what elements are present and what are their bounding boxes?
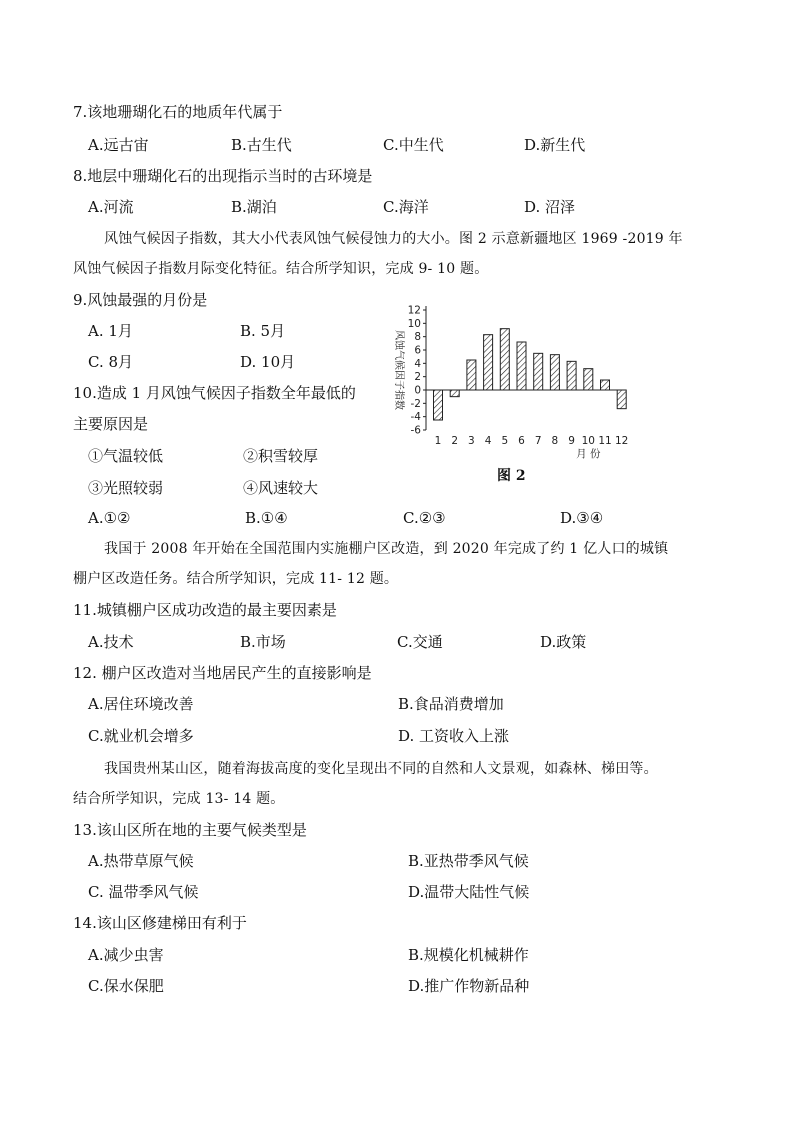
q10-item-4: ④风速较大: [243, 479, 319, 497]
passage-1-line-2: 风蚀气候因子指数月际变化特征。结合所学知识，完成 9- 10 题。: [73, 261, 489, 277]
y-axis-label: 风蚀气候因子指数: [393, 330, 404, 410]
q11-option-d: D.政策: [540, 633, 587, 651]
q10-item-2: ②积雪较厚: [243, 447, 319, 465]
y-tick-label: 12: [407, 304, 421, 317]
x-tick-label: 3: [468, 435, 475, 447]
x-tick-label: 8: [551, 435, 559, 447]
q13-option-a: A.热带草原气候: [88, 852, 194, 870]
passage-2-line-2: 棚户区改造任务。结合所学知识，完成 11- 12 题。: [73, 571, 399, 587]
x-tick-label: 6: [518, 435, 525, 447]
question-13-stem: 13.该山区所在地的主要气候类型是: [73, 821, 307, 839]
bar-month-7: [534, 353, 543, 390]
x-tick-label: 11: [598, 435, 612, 447]
q12-option-b: B.食品消费增加: [398, 695, 504, 713]
x-tick-label: 12: [615, 435, 629, 447]
q8-option-b: B.湖泊: [231, 198, 277, 216]
passage-3-line-1: 我国贵州某山区，随着海拔高度的变化呈现出不同的自然和人文景观，如森林、梯田等。: [104, 761, 658, 777]
y-tick-label: 4: [414, 357, 421, 370]
question-8-stem: 8.地层中珊瑚化石的出现指示当时的古环境是: [73, 167, 373, 185]
passage-3-line-2: 结合所学知识，完成 13- 14 题。: [73, 791, 285, 807]
y-tick-label: 2: [414, 371, 421, 384]
q11-option-a: A.技术: [88, 633, 134, 651]
q10-option-c: C.②③: [403, 509, 446, 527]
q13-option-b: B.亚热带季风气候: [408, 852, 529, 870]
question-10-stem-line-2: 主要原因是: [73, 415, 149, 433]
bar-month-1: [434, 390, 443, 420]
passage-2-line-1: 我国于 2008 年开始在全国范围内实施棚户区改造，到 2020 年完成了约 1 亿人口的城镇: [104, 541, 669, 557]
bar-month-6: [517, 342, 526, 390]
q13-option-c: C. 温带季风气候: [88, 883, 199, 901]
x-tick-label: 7: [534, 435, 542, 447]
q10-option-d: D.③④: [560, 509, 604, 527]
q12-option-c: C.就业机会增多: [88, 727, 194, 745]
x-tick-label: 5: [501, 435, 509, 447]
question-10-stem-line-1: 10.造成 1 月风蚀气候因子指数全年最低的: [73, 384, 356, 402]
figure-2: [380, 292, 632, 484]
q10-item-3: ③光照较弱: [88, 479, 164, 497]
question-9-stem: 9.风蚀最强的月份是: [73, 291, 208, 309]
x-tick-label: 10: [581, 435, 595, 447]
bar-month-8: [550, 355, 559, 390]
x-tick-label: 9: [568, 435, 575, 447]
q13-option-d: D.温带大陆性气候: [408, 883, 530, 901]
q11-option-c: C.交通: [397, 633, 443, 651]
y-tick-label: 10: [407, 317, 421, 330]
bar-month-3: [467, 360, 476, 390]
q9-option-b: B. 5月: [240, 322, 286, 340]
y-tick-label: -2: [410, 397, 421, 410]
question-7-stem: 7.该地珊瑚化石的地质年代属于: [73, 103, 283, 121]
q14-option-b: B.规模化机械耕作: [408, 946, 529, 964]
bar-month-5: [500, 329, 509, 390]
q9-option-a: A. 1月: [88, 322, 133, 340]
q8-option-c: C.海洋: [383, 198, 429, 216]
question-11-stem: 11.城镇棚户区成功改造的最主要因素是: [73, 601, 337, 619]
q14-option-c: C.保水保肥: [88, 977, 164, 995]
q12-option-d: D. 工资收入上涨: [398, 727, 510, 745]
q8-option-d: D. 沼泽: [524, 198, 576, 216]
q9-option-c: C. 8月: [88, 353, 134, 371]
question-12-stem: 12. 棚户区改造对当地居民产生的直接影响是: [73, 664, 372, 682]
bar-month-9: [567, 361, 576, 390]
bar-month-4: [484, 335, 493, 390]
x-axis-label: 月 份: [576, 448, 601, 460]
q7-option-b: B.古生代: [231, 136, 292, 154]
x-tick-label: 4: [484, 435, 492, 447]
q10-item-1: ①气温较低: [88, 447, 164, 465]
bar-month-12: [617, 390, 626, 409]
q7-option-d: D.新生代: [524, 136, 586, 154]
x-tick-label: 2: [451, 435, 459, 447]
bar-month-2: [450, 390, 459, 397]
passage-1-line-1: 风蚀气候因子指数，其大小代表风蚀气候侵蚀力的大小。图 2 示意新疆地区 1969 -2019 年: [104, 231, 683, 247]
q8-option-a: A.河流: [88, 198, 134, 216]
y-tick-label: -4: [410, 411, 421, 424]
bar-month-11: [601, 380, 610, 390]
q7-option-a: A.远古宙: [88, 136, 149, 154]
y-tick-label: 0: [414, 384, 421, 397]
q11-option-b: B.市场: [240, 633, 286, 651]
q7-option-c: C.中生代: [383, 136, 444, 154]
figure-2-caption: 图 2: [497, 468, 526, 484]
figure-2-bar-chart: [380, 292, 632, 484]
q9-option-d: D. 10月: [240, 353, 296, 371]
y-tick-label: -6: [410, 424, 421, 437]
q14-option-d: D.推广作物新品种: [408, 977, 530, 995]
q10-option-a: A.①②: [88, 509, 131, 527]
q14-option-a: A.减少虫害: [88, 946, 164, 964]
q10-option-b: B.①④: [245, 509, 288, 527]
bar-month-10: [584, 369, 593, 390]
y-tick-label: 8: [414, 331, 421, 344]
q12-option-a: A.居住环境改善: [88, 695, 194, 713]
y-tick-label: 6: [414, 344, 421, 357]
question-14-stem: 14.该山区修建梯田有利于: [73, 914, 247, 932]
x-tick-label: 1: [434, 435, 442, 447]
